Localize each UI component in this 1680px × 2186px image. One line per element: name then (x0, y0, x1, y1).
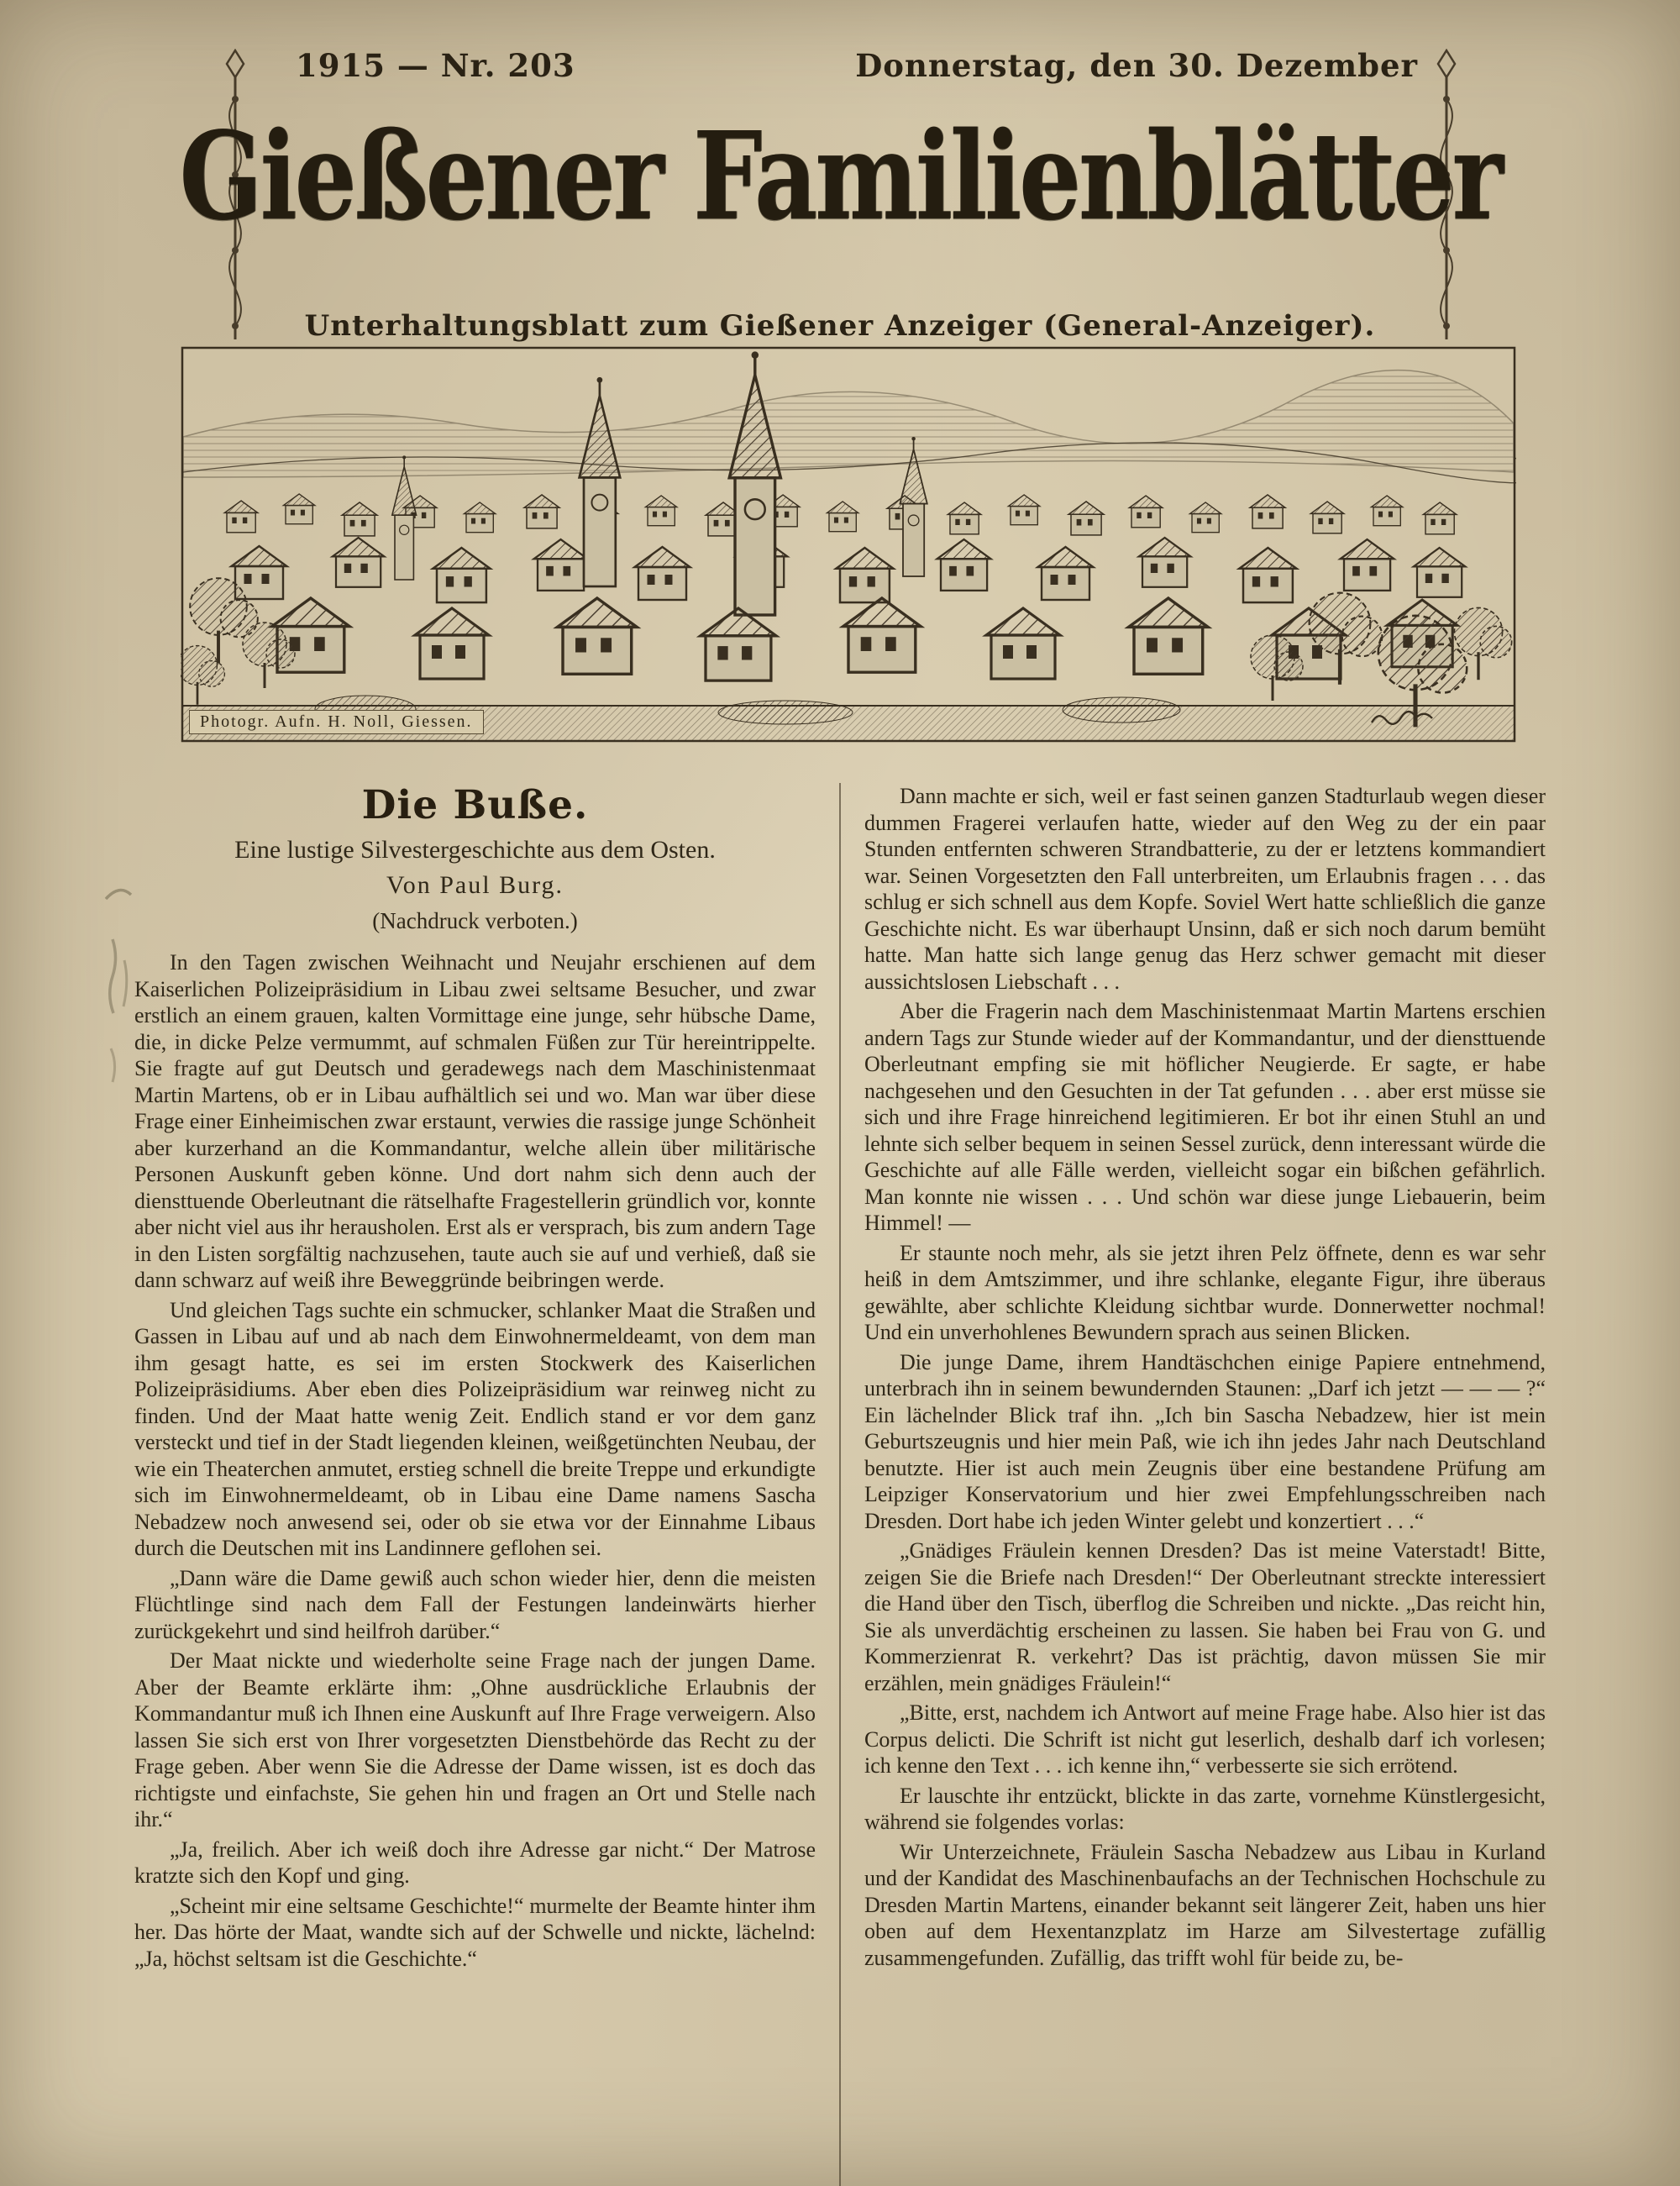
article-paragraph: „Dann wäre die Dame gewiß auch schon wieder hier, denn die meisten Flüchtlinge sind nach dem Fall der Festungen landeinwärts hierher zurückgekehrt und sind heilfroh darüber.“ (134, 1565, 816, 1643)
article-paragraph: „Scheint mir eine seltsame Geschichte!“ murmelte der Beamte hinter ihm her. Das hörte der Maat, wandte sich auf der Schwelle und nickte, lächelnd: „Ja, höchst seltsam ist die Geschichte.“ (134, 1893, 816, 1971)
article (134, 783, 1546, 2186)
article-paragraph: Er staunte noch mehr, als sie jetzt ihren Pelz öffnete, denn es war sehr heiß in dem Amtszimmer, und ihre schlanke, elegante Figur, ihre überaus gewählte, aber schlichte Kleidung sichtbar wurde. Donnerwetter nochmal! Und ein unverhohlenes Bewundern sprach aus seinen Blicken. (864, 1240, 1546, 1344)
column-divider (839, 783, 841, 2186)
article-paragraph: Die junge Dame, ihrem Handtäschchen einige Papiere entnehmend, unterbrach ihn in seinem bewundernden Staunen: „Darf ich jetzt — — — ?“ Ein lächelnder Blick traf ihn. „Ich bin Sascha Nebadzew, hier ist mein Geburtszeugnis und hier mein Paß, wie ich ihn jedes Jahr nach Deutschland benutzte. Hier ist auch mein Zeugnis über eine bestandene Prüfung am Leipziger Konservatorium und hier zwei Empfehlungsschreiben nach Dresden. Dort habe ich jeden Winter gelebt und konzertiert . . .“ (864, 1349, 1546, 1533)
article-subtitle: Eine lustige Silvestergeschichte aus dem Osten. (234, 836, 716, 864)
article-paragraph: Er lauschte ihr entzückt, blickte in das zarte, vornehme Künstlergesicht, während sie folgendes vorlas: (864, 1783, 1546, 1834)
article-byline: Von Paul Burg. (386, 871, 564, 900)
article-paragraph: Aber die Fragerin nach dem Maschinistenmaat Martin Martens erschien andern Tags zur Stunde wieder auf der Kommandantur, und der diensttuende Oberleutnant empfing sie mit höflicher Neugierde. Er sagte, er habe nachgesehen und den Gesuchten in der Tat gefunden . . . aber erst müsse sie sich und ihre Frage hinreichend legitimieren. Er bot ihr einen Stuhl an und lehnte sich selber bequem in seinen Sessel zurück, denn interessant würde die Geschichte auf alle Fälle werden, vielleicht sogar ein bißchen gefährlich. Man konnte nie wissen . . . Und schön war diese junge Liebauerin, beim Himmel! — (864, 999, 1546, 1235)
article-paragraph: In den Tagen zwischen Weihnacht und Neujahr erschienen auf dem Kaiserlichen Polizeipräsidium in Libau zwei seltsame Besucher, und zwar erstlich an einem grauen, kalten Vormittage eine junge, sehr hübsche Dame, die, in dicke Pelze vermummt, auf schmalen Füßen zur Tür hereintrippelte. Sie fragte auf gut Deutsch und geradewegs nach dem Maschinistenmaat Martin Martens, ob er in Libau aufhältlich sei und wo. Man war über diese Frage einer Einheimischen zwar erstaunt, verwies die rassige junge Schönheit aber kurzerhand an die Kommandantur, welche allein über militärische Personen Auskunft geben könne. Und dort nahm sich denn auch der diensttuende Oberleutnant die rätselhafte Fragestellerin gründlich vor, konnte aber nicht viel aus ihr herausholen. Erst als er versprach, bis zum andern Tage in den Listen sorgfältig nachzusehen, taute auch sie auf und verhieß, daß sie dann schwarz auf weiß ihre Beweggründe beibringen werde. (134, 950, 816, 1293)
town-panorama-engraving (181, 346, 1516, 743)
article-paragraph: „Gnädiges Fräulein kennen Dresden? Das ist meine Vaterstadt! Bitte, zeigen Sie die Briefe nach Dresden!“ Der Oberleutnant streckte interessiert die Hand über den Tisch, überflog die Schreiben und nickte. „Das reicht hin, Sie als unverdächtig erscheinen zu lassen. Sie haben bei Frau von G. und Kommerzienrat R. verkehrt? Das ist prächtig, davon müssen Sie mir erzählen, mein gnädiges Fräulein!“ (864, 1538, 1546, 1695)
article-text-right (864, 783, 1546, 1971)
article-column-left (134, 783, 839, 2186)
newspaper-title: Gießener Familienblätter (179, 106, 1501, 248)
article-paragraph: Und gleichen Tags suchte ein schmucker, schlanker Maat die Straßen und Gassen in Libau auf und ab nach dem Einwohnermeldeamt, von dem man ihm gesagt hatte, es sei im ersten Stockwerk des Kaiserlichen Polizeipräsidiums. Aber eben dies Polizeipräsidium war reinweg nicht zu finden. Und der Maat hatte wenig Zeit. Endlich stand er vor dem ganz versteckt und tief in der Stadt liegenden kleinen, weißgetünchten Neubau, der wie ein Theaterchen anmutet, erstieg schnell die breite Treppe und erkundigte sich im Einwohnermeldeamt, ob in Libau eine Dame namens Sascha Nebadzew noch anwesend sei, oder ob sie etwa vor der Einnahme Libaus durch die Deutschen mit ins Landinnere geflohen sei. (134, 1297, 816, 1561)
newspaper-subtitle: Unterhaltungsblatt zum Gießener Anzeiger (General-Anzeiger). (304, 309, 1376, 343)
article-paragraph: Dann machte er sich, weil er fast seinen ganzen Stadturlaub wegen dieser dummen Fragerei verlaufen hatte, wieder auf den Weg zu der ein paar Stunden entfernten schweren Strandbatterie, zu der er letztens kommandiert war. Seinen Vorgesetzten den Fall unterbreiten, um Erlaubnis fragen . . . das schlug er sich schnell aus dem Kopfe. Soviel Wert hatte schließlich die ganze Geschichte nicht. Es war überhaupt Unsinn, daß er sich noch darum bemüht hatte. Man hatte sich lange genug das Herz schwer gemacht mit dieser aussichtslosen Liebschaft . . . (864, 784, 1546, 994)
issue-date: Donnerstag, den 30. Dezember (855, 47, 1418, 84)
town-panorama-svg (181, 346, 1516, 743)
article-paragraph: Wir Unterzeichnete, Fräulein Sascha Nebadzew aus Libau in Kurland und der Kandidat des Maschinenbaufachs an der Technischen Hochschule zu Dresden Martin Martens, einander bekannt seit längerer Zeit, haben uns hier oben auf dem Hexentanzplatz im Harze am Silvestertage zufällig zusammengefunden. Zufällig, das trifft wohl für beide zu, be- (864, 1839, 1546, 1970)
photo-caption: Photogr. Aufn. H. Noll, Giessen. (189, 710, 484, 734)
article-column-right (841, 783, 1546, 2186)
article-text-left (134, 949, 816, 1972)
article-paragraph: „Ja, freilich. Aber ich weiß doch ihre Adresse gar nicht.“ Der Matrose kratzte sich den Kopf und ging. (134, 1837, 816, 1889)
issue-number: 1915 — Nr. 203 (296, 47, 575, 84)
issue-line (296, 47, 1418, 84)
article-paragraph: Der Maat nickte und wiederholte seine Frage nach der jungen Dame. Aber der Beamte erklärte ihm: „Ohne ausdrückliche Erlaubnis der Kommandantur muß ich Ihnen eine Auskunft auf Ihre Frage verweigern. Also lassen Sie sich erst von Ihrer vorgesetzten Dienstbehörde das Recht zu der Frage geben. Aber wenn Sie die Adresse der Dame wissen, ist es doch das richtigste und einfachste, Sie gehen hin und fragen an Ort und Stelle nach ihr.“ (134, 1648, 816, 1832)
article-paragraph: „Bitte, erst, nachdem ich Antwort auf meine Frage habe. Also hier ist das Corpus delicti. Die Schrift ist nicht gut leserlich, deshalb darf ich vorlesen; ich kenne den Text . . . ich kenne ihn,“ verbesserte sie sich errötend. (864, 1700, 1546, 1778)
article-title: Die Buße. (361, 783, 589, 828)
article-notice: (Nachdruck verboten.) (372, 908, 578, 934)
